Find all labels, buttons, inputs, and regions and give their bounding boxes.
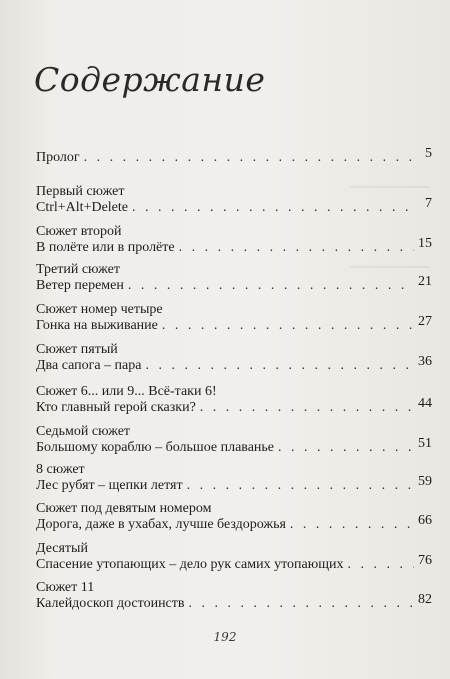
toc-entry-heading: Сюжет второй xyxy=(36,224,122,239)
toc-entry-page: 21 xyxy=(418,274,432,289)
toc-entry-title: Лес рубят – щепки летят xyxy=(36,478,183,493)
toc-entry-title: Большому кораблю – большое плаванье xyxy=(36,440,275,455)
toc-entry-heading: Сюжет под девятым номером xyxy=(36,501,212,516)
toc-entry xyxy=(36,580,432,612)
toc-entry xyxy=(36,384,432,416)
toc-entry-heading: Сюжет номер четыре xyxy=(36,302,163,317)
toc-entry-title: Гонка на выживание xyxy=(36,318,158,333)
toc-entry-title: Пролог xyxy=(36,150,80,165)
toc-entry xyxy=(36,342,432,374)
toc-entry-page: 76 xyxy=(418,553,432,568)
toc-entry-page: 15 xyxy=(418,236,432,251)
toc-entry-heading: Седьмой сюжет xyxy=(36,424,131,439)
toc-entry-title: Ctrl+Alt+Delete xyxy=(36,200,128,215)
toc-entry-page: 82 xyxy=(418,592,432,607)
toc-entry xyxy=(36,462,432,494)
dot-leader xyxy=(145,358,414,374)
dot-leader xyxy=(347,557,414,573)
toc-entry-page: 44 xyxy=(418,396,432,411)
dot-leader xyxy=(278,440,414,456)
toc-entry-title: Калейдоскоп достоинств xyxy=(36,596,185,611)
toc-entry-page: 51 xyxy=(418,436,432,451)
page-number: 192 xyxy=(213,630,237,644)
dot-leader xyxy=(200,400,414,416)
dot-leader xyxy=(187,478,414,494)
page-title: Содержание xyxy=(34,60,266,99)
toc-entry-heading: Сюжет 11 xyxy=(36,580,95,595)
toc-entry-page: 66 xyxy=(418,513,432,528)
dot-leader xyxy=(290,517,414,533)
toc-entry xyxy=(36,184,432,216)
toc-entry xyxy=(36,146,432,166)
dot-leader xyxy=(128,278,414,294)
toc-entry-heading: Третий сюжет xyxy=(36,262,120,277)
toc-entry-heading: 8 сюжет xyxy=(36,462,85,477)
toc-entry-title: Кто главный герой сказки? xyxy=(36,400,196,415)
toc-entry xyxy=(36,541,432,573)
toc-entry-page: 7 xyxy=(425,196,432,211)
toc-entry-page: 5 xyxy=(425,146,432,161)
toc-entry-page: 36 xyxy=(418,354,432,369)
toc-entry-title: Ветер перемен xyxy=(36,278,124,293)
toc-entry-heading: Сюжет пятый xyxy=(36,342,118,357)
dot-leader xyxy=(162,318,414,334)
toc-entry xyxy=(36,501,432,533)
dot-leader xyxy=(84,150,414,166)
toc-entry xyxy=(36,224,432,256)
dot-leader xyxy=(179,240,414,256)
toc-entry xyxy=(36,424,432,456)
toc-entry-page: 27 xyxy=(418,314,432,329)
toc-entry-heading: Первый сюжет xyxy=(36,184,125,199)
toc-entry xyxy=(36,302,432,334)
toc-entry-page: 59 xyxy=(418,474,432,489)
toc-entry-heading: Десятый xyxy=(36,541,88,556)
toc-entry-heading: Сюжет 6... или 9... Всё-таки 6! xyxy=(36,384,217,399)
toc-entry-title: Дорога, даже в ухабах, лучше бездорожья xyxy=(36,517,286,532)
dot-leader xyxy=(189,596,415,612)
toc-entry-title: Два сапога – пара xyxy=(36,358,142,373)
toc-entry-title: Спасение утопающих – дело рук самих утопающих xyxy=(36,557,344,572)
toc-entry xyxy=(36,262,432,294)
dot-leader xyxy=(132,200,414,216)
toc-entry-title: В полёте или в пролёте xyxy=(36,240,175,255)
